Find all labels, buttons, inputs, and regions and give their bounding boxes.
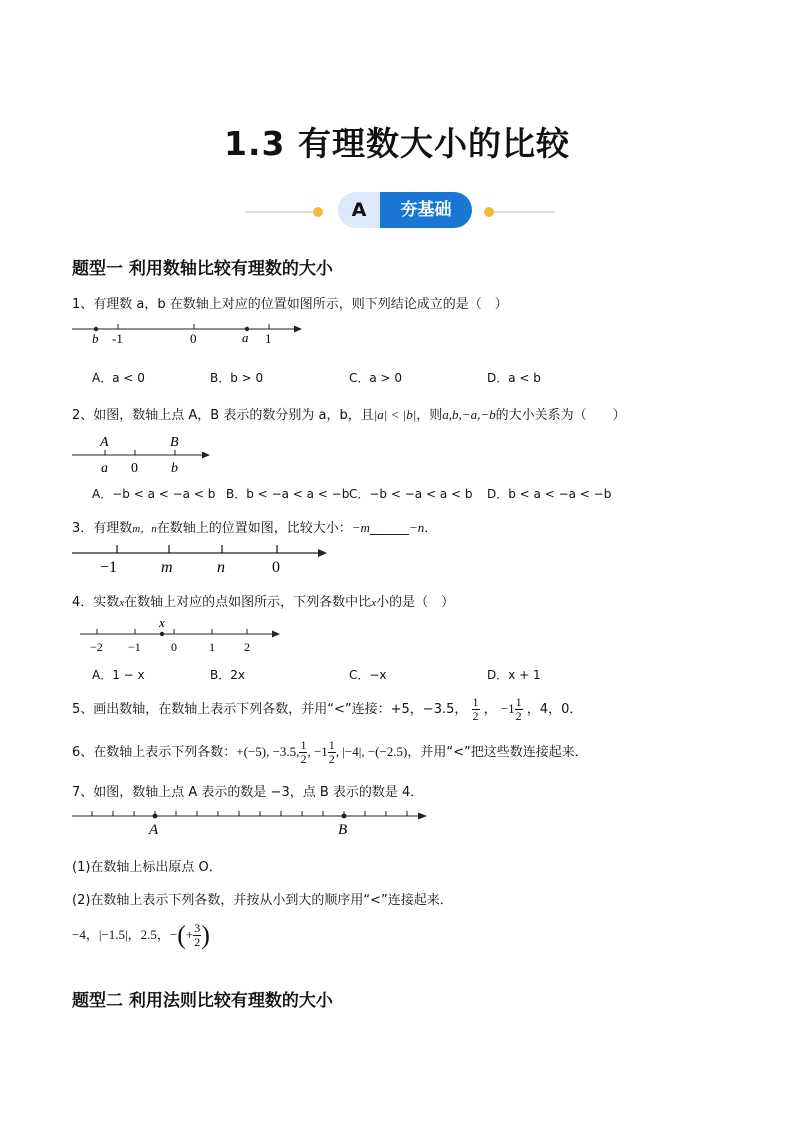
q2-label-0: 0 — [131, 461, 138, 476]
q7-part-2: (2)在数轴上表示下列各数，并按从小到大的顺序用“<”连接起来． — [72, 893, 453, 908]
q3-blank[interactable]: ______ — [369, 521, 409, 536]
question-6-stem — [72, 737, 588, 768]
q6-expr-b: , −1 — [307, 744, 328, 759]
q7-part-1: (1)在数轴上标出原点 O． — [72, 860, 222, 875]
q4-option-b[interactable]: B．2x — [210, 668, 245, 682]
q4-stem-post: 小的是（ ） — [376, 595, 455, 610]
q2-stem-pre: 2、如图，数轴上点 A，B 表示的数分别为 a，b，且 — [72, 408, 374, 423]
q5-sep2: ，4，0． — [526, 702, 583, 717]
q4-option-a[interactable]: A．1 − x — [92, 668, 145, 682]
q3-right: −n — [408, 520, 425, 535]
q1-label-0: 0 — [190, 331, 197, 346]
q2-label-B: B — [170, 435, 179, 450]
q2-option-b[interactable]: B．b < −a < a < −b — [226, 487, 350, 501]
q2-label-A: A — [100, 435, 109, 450]
q6-expr-c: , |−4|, −(−2.5) — [335, 744, 408, 759]
q4-var2: x — [371, 597, 377, 609]
q4-option-c[interactable]: C．−x — [349, 668, 387, 682]
q3-label-n: n — [217, 559, 225, 576]
q1-option-c[interactable]: C．a > 0 — [349, 371, 403, 385]
q1-label-a: a — [242, 330, 249, 345]
q4-label-2: 2 — [244, 640, 250, 654]
q6-tail: ，并用“<”把这些数连接起来． — [407, 745, 588, 760]
q3-left: −m — [351, 520, 370, 535]
badge-letter: A — [338, 192, 380, 228]
q2-option-a[interactable]: A．−b < a < −a < b — [92, 487, 216, 501]
q5-mixed-frac: $\frac{1}{2}$ — [515, 695, 522, 723]
q4-label-neg1: −1 — [128, 640, 141, 654]
q2-vars: a,b,−a,−b — [442, 407, 496, 422]
q1-option-a[interactable]: A．a < 0 — [92, 371, 145, 385]
question-7-stem: 7、如图，数轴上点 A 表示的数是 −3，点 B 表示的数是 4． — [72, 785, 424, 800]
q1-label-1: 1 — [265, 331, 272, 346]
q3-stem-mid: 在数轴上的位置如图，比较大小： — [156, 521, 352, 536]
q4-option-d[interactable]: D．x + 1 — [487, 668, 541, 682]
q7-list-a: −4， — [72, 927, 99, 942]
q2-stem-post: 的大小关系为（ ） — [495, 408, 626, 423]
question-2-stem — [72, 404, 626, 423]
q3-label-neg1: −1 — [100, 559, 118, 576]
q2-number-line — [72, 432, 214, 478]
q2-stem-mid: ，则 — [416, 408, 443, 423]
q7-number-line — [72, 806, 432, 840]
question-3-stem — [72, 517, 437, 536]
q4-var: x — [119, 597, 125, 609]
q7-fraction: $\frac{3}{2}$ — [194, 921, 201, 949]
page-title: 1.3 有理数大小的比较 — [224, 124, 570, 163]
q4-label-0: 0 — [171, 640, 177, 654]
q1-option-d[interactable]: D．a < b — [487, 371, 541, 385]
q4-stem-mid: 在数轴上对应的点如图所示，下列各数中比 — [124, 595, 372, 610]
q3-label-m: m — [161, 559, 173, 576]
q3-number-line — [72, 542, 330, 576]
q6-expr-a: +(−5), −3.5, — [236, 744, 300, 759]
q4-number-line — [80, 615, 284, 655]
section-heading-1: 题型一 利用数轴比较有理数的大小 — [72, 259, 333, 279]
q7-paren-open: ( — [177, 920, 186, 950]
q6-fraction-2: $\frac{1}{2}$ — [328, 738, 335, 766]
q1-label-neg1: -1 — [112, 331, 123, 346]
q7-paren-sign: + — [185, 927, 194, 942]
level-badge — [338, 192, 472, 228]
question-1-stem: 1、有理数 a，b 在数轴上对应的位置如图所示，则下列结论成立的是（ ） — [72, 297, 508, 312]
q6-stem: 6、在数轴上表示下列各数： — [72, 745, 237, 760]
q4-label-neg2: −2 — [90, 640, 103, 654]
q6-fraction-1: $\frac{1}{2}$ — [300, 738, 307, 766]
q2-label-b: b — [171, 461, 178, 476]
q3-vars: m，n — [132, 523, 157, 535]
q7-label-B: B — [338, 822, 348, 838]
q4-point-label: x — [159, 615, 165, 630]
q2-condition: |a| < |b| — [373, 407, 417, 422]
q7-list-c: ，2.5，− — [127, 927, 178, 942]
q5-stem: 5、画出数轴，在数轴上表示下列各数，并用“<”连接：+5，−3.5， — [72, 702, 468, 717]
q7-list-b: |−1.5| — [98, 927, 128, 942]
q1-option-b[interactable]: B．b > 0 — [210, 371, 264, 385]
question-4-stem — [72, 591, 454, 610]
q5-mixed-int: −1 — [500, 701, 515, 716]
q4-stem-pre: 4．实数 — [72, 595, 120, 610]
q3-stem-pre: 3．有理数 — [72, 521, 133, 536]
question-5-stem — [72, 694, 582, 725]
q2-option-c[interactable]: C．−b < −a < a < b — [349, 487, 473, 501]
q3-label-0: 0 — [272, 559, 280, 576]
q7-number-list — [72, 918, 210, 953]
q1-number-line — [72, 318, 304, 348]
q5-sep1: ， — [483, 702, 497, 717]
section-heading-2: 题型二 利用法则比较有理数的大小 — [72, 991, 333, 1011]
q2-label-a: a — [101, 461, 108, 476]
badge-text: 夯基础 — [380, 192, 472, 228]
q7-paren-close: ) — [201, 920, 210, 950]
q4-label-1: 1 — [209, 640, 215, 654]
q7-label-A: A — [149, 822, 159, 838]
q2-option-d[interactable]: D．b < a < −a < −b — [487, 487, 612, 501]
q1-label-b: b — [92, 331, 99, 346]
q3-end: ． — [424, 521, 438, 536]
q5-fraction-half: $\frac{1}{2}$ — [472, 695, 479, 723]
